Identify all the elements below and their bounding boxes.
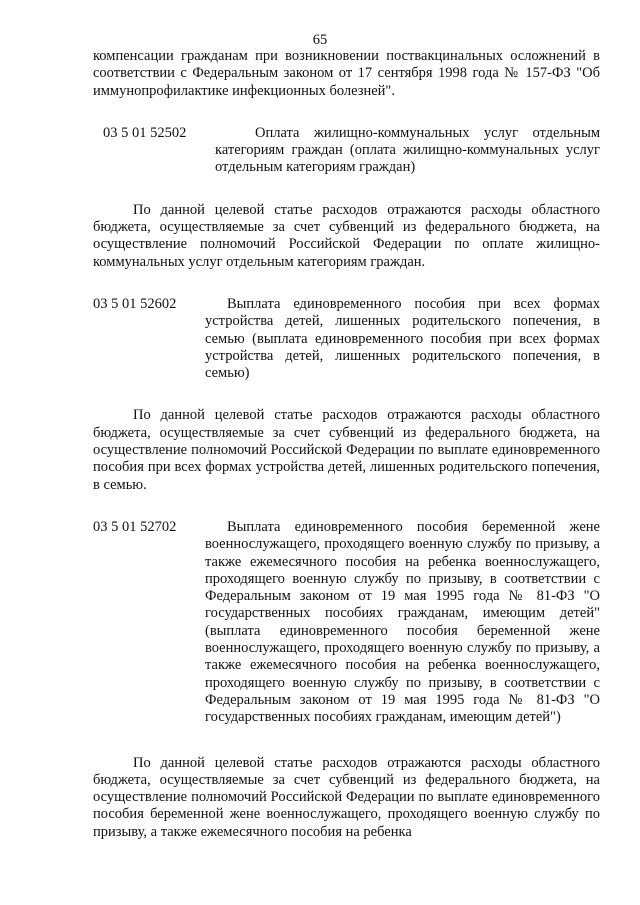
explanation-paragraph: По данной целевой статье расходов отражаются расходы областного бюджета, осуществляемые за счет субвенций из федерального бюджета, на осуществление полномочий Российской Федерации по выплате единовременного пособия при всех формах устройства детей, лишенных родительского попечения, в семью. [93,407,600,493]
budget-entry-description: Выплата единовременного пособия при всех формах устройства детей, лишенных родительского попечения, в семью (выплата единовременного пособия при всех формах устройства детей, лишенных родительского попечения, в семью) [205,295,600,382]
budget-code: 03 5 01 52502 [103,124,187,141]
budget-entry [93,296,600,382]
explanation-paragraph: По данной целевой статье расходов отражаются расходы областного бюджета, осуществляемые за счет субвенций из федерального бюджета, на осуществление полномочий Российской Федерации по оплате жилищно-коммунальных услуг отдельным категориям граждан. [93,201,600,270]
explanation-paragraph: По данной целевой статье расходов отражаются расходы областного бюджета, осуществляемые за счет субвенций из федерального бюджета, на осуществление полномочий Российской Федерации по выплате единовременного пособия беременной жене военнослужащего, проходящего военную службу по призыву, а также ежемесячного пособия на ребенка [93,754,600,840]
page-number: 65 [312,32,328,48]
intro-paragraph: компенсации гражданам при возникновении поствакцинальных осложнений в соответствии с Федеральным законом от 17 сентября 1998 года № 157-ФЗ "Об иммунопрофилактике инфекционных болезней". [93,48,600,99]
budget-entry [93,519,600,727]
budget-entry-description: Выплата единовременного пособия беременной жене военнослужащего, проходящего военную службу по призыву, а также ежемесячного пособия на ребенка военнослужащего, проходящего военную службу по призыву, в соответствии с Федеральным законом от 19 мая 1995 года № 81-ФЗ "О государственных пособиях гражданам, имеющим детей" (выплата единовременного пособия беременной жене военнослужащего, проходящего военную службу по призыву, а также ежемесячного пособия на ребенка военнослужащего, проходящего военную службу по призыву, в соответствии с Федеральным законом от 19 мая 1995 года № 81-ФЗ "О государственных пособиях гражданам, имеющим детей") [205,518,600,726]
budget-code: 03 5 01 52702 [93,518,177,535]
budget-entry-description: Оплата жилищно-коммунальных услуг отдельным категориям граждан (оплата жилищно-коммунальных услуг отдельным категориям граждан) [215,124,600,176]
page-content [93,48,600,841]
budget-entry [103,125,600,177]
budget-code: 03 5 01 52602 [93,295,177,312]
